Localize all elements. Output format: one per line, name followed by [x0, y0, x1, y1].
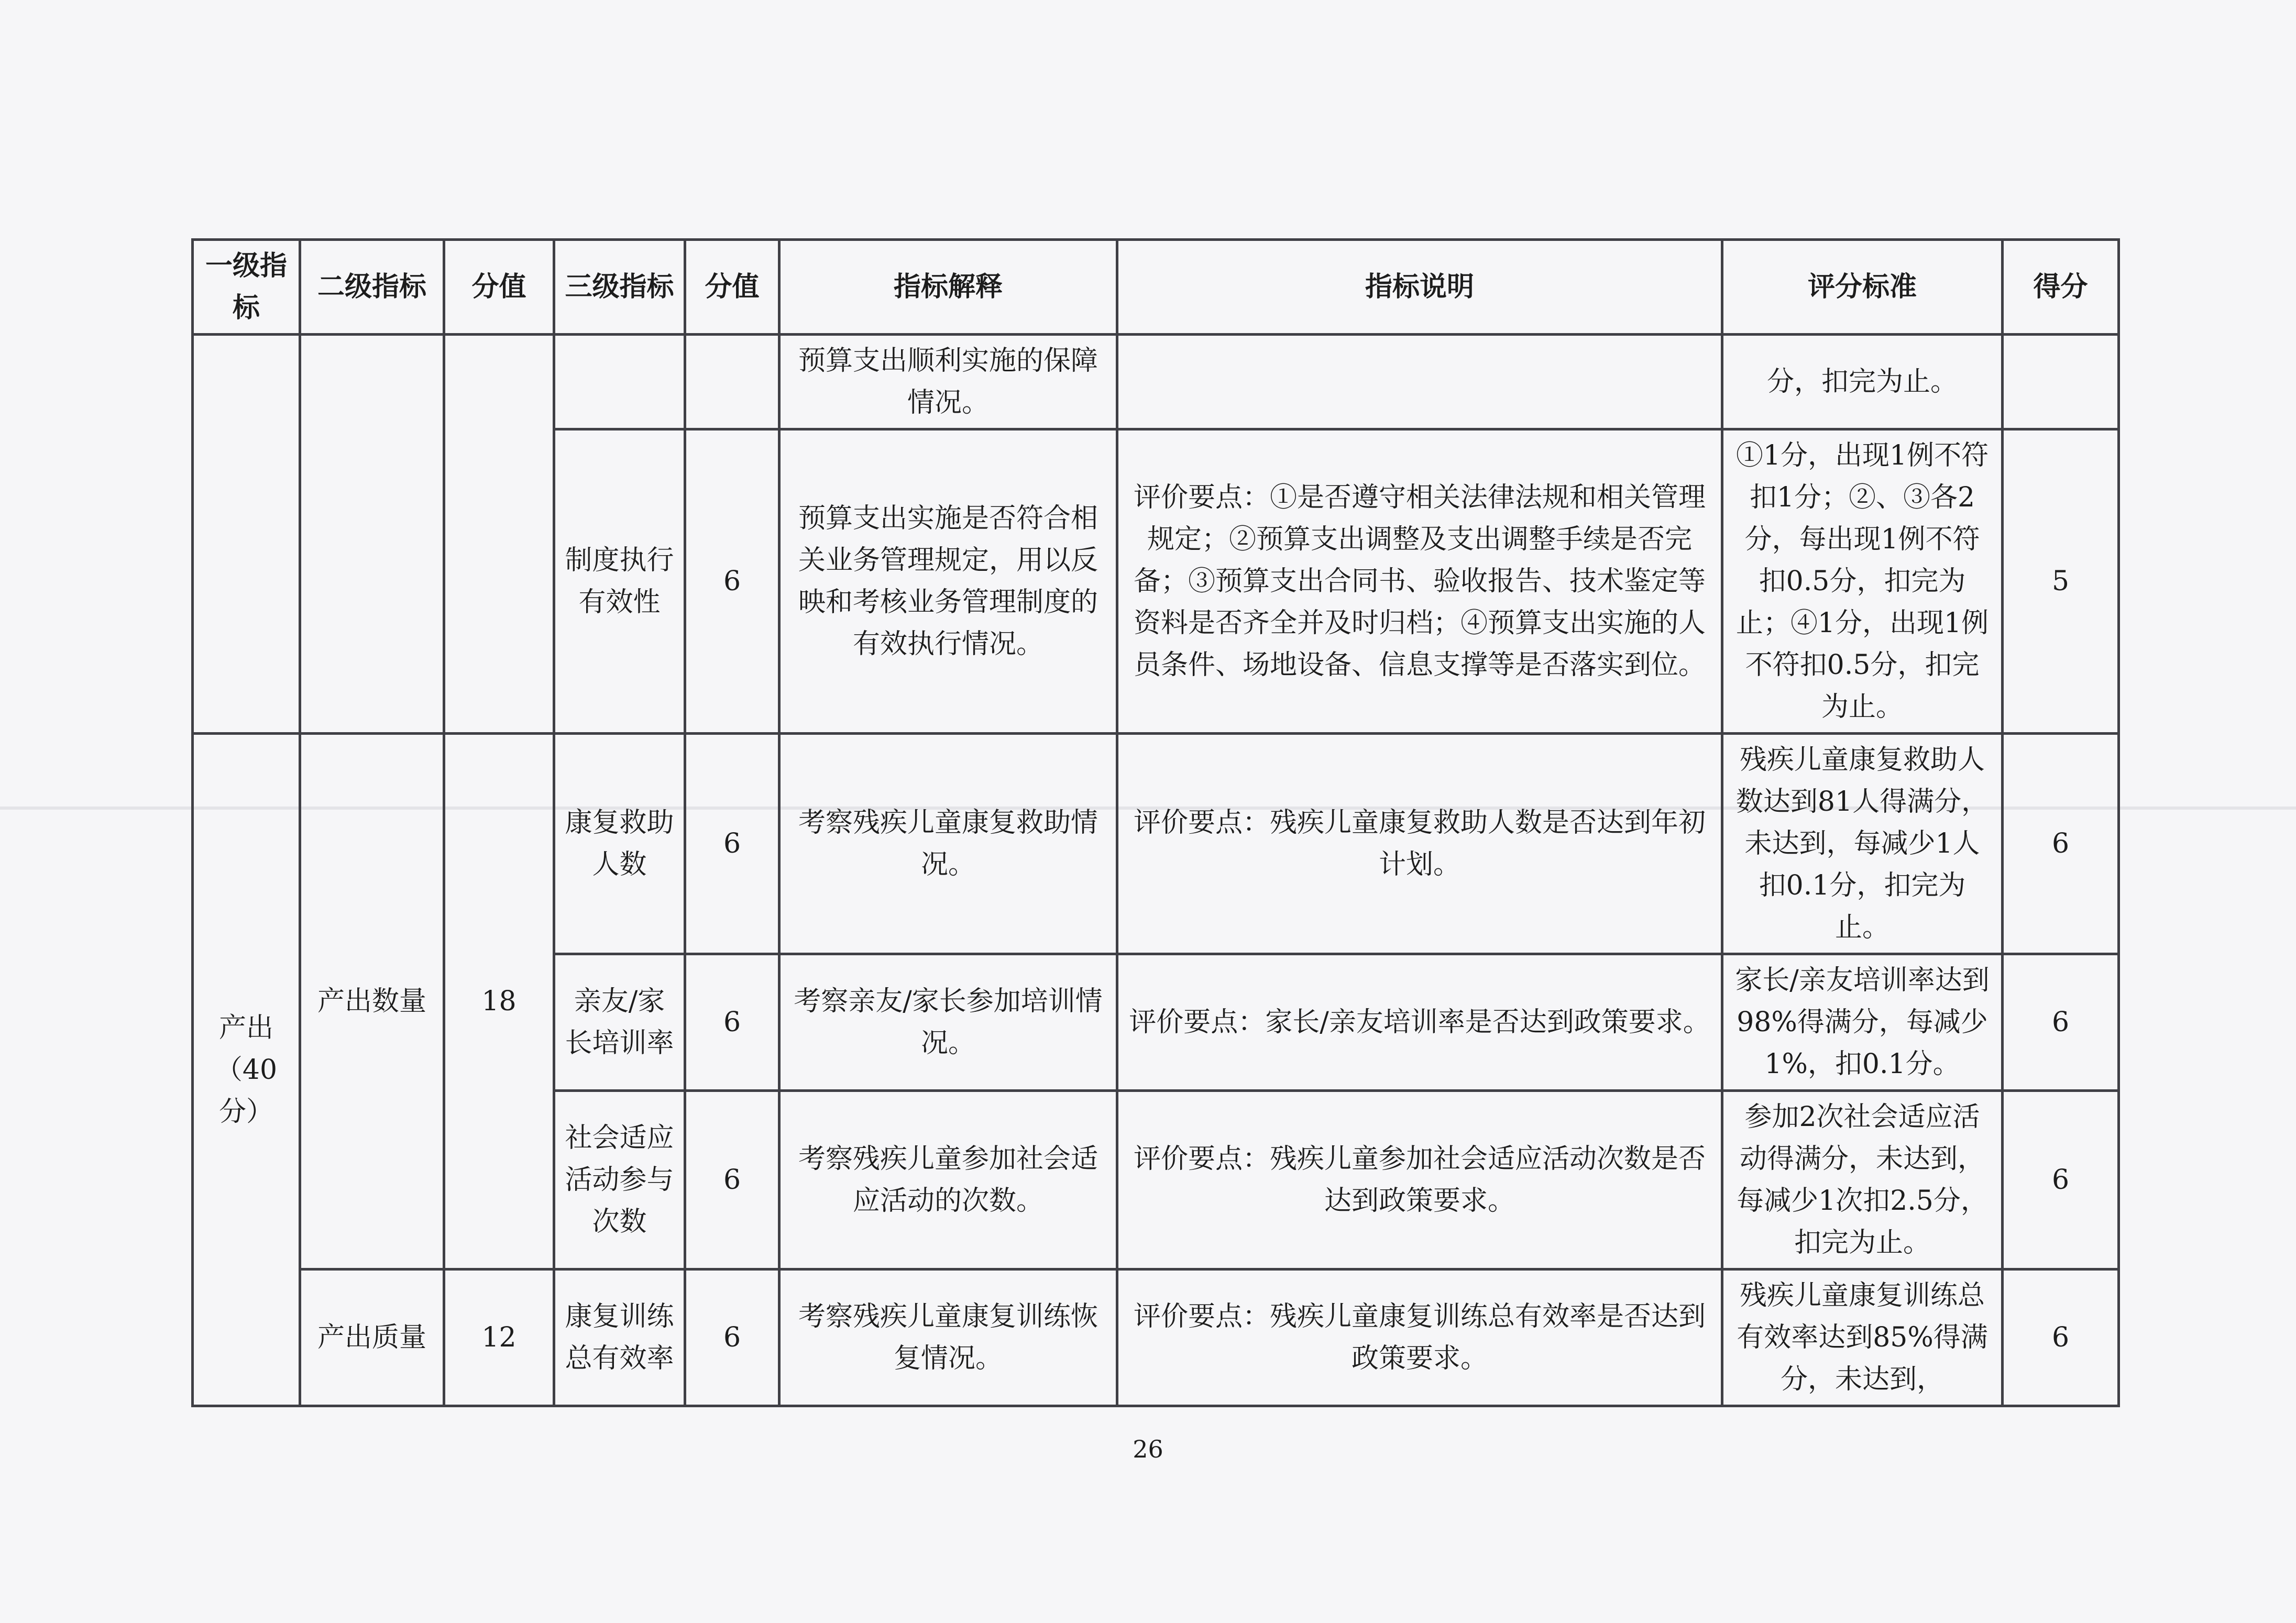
criteria-cell: 残疾儿童康复救助人数达到81人得满分，未达到，每减少1人扣0.1分，扣完为止。 — [1722, 734, 2003, 954]
description-cell: 评价要点：①是否遵守相关法律法规和相关管理规定；②预算支出调整及支出调整手续是否完备；③预算支出合同书、验收报告、技术鉴定等资料是否齐全并及时归档；④预算支出实施的人员条件、场地设备、信息支撑等是否落实到位。 — [1117, 429, 1722, 734]
result-cell: 6 — [2003, 1269, 2119, 1406]
result-cell: 6 — [2003, 1091, 2119, 1269]
explanation-cell: 预算支出实施是否符合相关业务管理规定，用以反映和考核业务管理制度的有效执行情况。 — [779, 429, 1117, 734]
page-number: 26 — [1133, 1435, 1163, 1463]
score3-cell: 6 — [685, 1091, 779, 1269]
header-level1: 一级指标 — [193, 240, 300, 335]
explanation-cell: 考察残疾儿童参加社会适应活动的次数。 — [779, 1091, 1117, 1269]
score3-cell: 6 — [685, 429, 779, 734]
score3-cell — [685, 335, 779, 429]
level3-cell: 康复训练总有效率 — [554, 1269, 685, 1406]
result-cell: 6 — [2003, 734, 2119, 954]
header-criteria: 评分标准 — [1722, 240, 2003, 335]
header-row — [193, 240, 2119, 335]
result-cell: 5 — [2003, 429, 2119, 734]
criteria-cell: ①1分，出现1例不符扣1分；②、③各2分，每出现1例不符扣0.5分，扣完为止；④1分，出现1例不符扣0.5分，扣完为止。 — [1722, 429, 2003, 734]
explanation-cell: 考察残疾儿童康复救助情况。 — [779, 734, 1117, 954]
description-cell — [1117, 335, 1722, 429]
header-score2: 分值 — [444, 240, 554, 335]
level1-output-cell: 产出（40分） — [193, 734, 300, 1406]
criteria-cell: 残疾儿童康复训练总有效率达到85%得满分，未达到， — [1722, 1269, 2003, 1406]
level1-cell-blank — [193, 335, 300, 734]
header-level2: 二级指标 — [300, 240, 444, 335]
evaluation-table — [191, 238, 2120, 1407]
header-score3: 分值 — [685, 240, 779, 335]
level3-cell — [554, 335, 685, 429]
score2-cell-blank — [444, 335, 554, 734]
header-level3: 三级指标 — [554, 240, 685, 335]
level2-quantity-cell: 产出数量 — [300, 734, 444, 1269]
table-row — [193, 1269, 2119, 1406]
score3-cell: 6 — [685, 1269, 779, 1406]
level3-cell: 康复救助人数 — [554, 734, 685, 954]
level2-cell-blank — [300, 335, 444, 734]
description-cell: 评价要点：残疾儿童康复救助人数是否达到年初计划。 — [1117, 734, 1722, 954]
level3-cell: 制度执行有效性 — [554, 429, 685, 734]
criteria-cell: 分，扣完为止。 — [1722, 335, 2003, 429]
table-row — [193, 734, 2119, 954]
score3-cell: 6 — [685, 954, 779, 1091]
header-description: 指标说明 — [1117, 240, 1722, 335]
score2-quantity-cell: 18 — [444, 734, 554, 1269]
header-result: 得分 — [2003, 240, 2119, 335]
description-cell: 评价要点：残疾儿童康复训练总有效率是否达到政策要求。 — [1117, 1269, 1722, 1406]
score2-quality-cell: 12 — [444, 1269, 554, 1406]
explanation-cell: 考察亲友/家长参加培训情况。 — [779, 954, 1117, 1091]
header-explanation: 指标解释 — [779, 240, 1117, 335]
explanation-cell: 考察残疾儿童康复训练恢复情况。 — [779, 1269, 1117, 1406]
level2-quality-cell: 产出质量 — [300, 1269, 444, 1406]
explanation-cell: 预算支出顺利实施的保障情况。 — [779, 335, 1117, 429]
level3-cell: 亲友/家长培训率 — [554, 954, 685, 1091]
description-cell: 评价要点：残疾儿童参加社会适应活动次数是否达到政策要求。 — [1117, 1091, 1722, 1269]
result-cell: 6 — [2003, 954, 2119, 1091]
criteria-cell: 家长/亲友培训率达到98%得满分，每减少1%，扣0.1分。 — [1722, 954, 2003, 1091]
criteria-cell: 参加2次社会适应活动得满分，未达到，每减少1次扣2.5分，扣完为止。 — [1722, 1091, 2003, 1269]
table-row — [193, 335, 2119, 429]
description-cell: 评价要点：家长/亲友培训率是否达到政策要求。 — [1117, 954, 1722, 1091]
score3-cell: 6 — [685, 734, 779, 954]
level3-cell: 社会适应活动参与次数 — [554, 1091, 685, 1269]
result-cell — [2003, 335, 2119, 429]
